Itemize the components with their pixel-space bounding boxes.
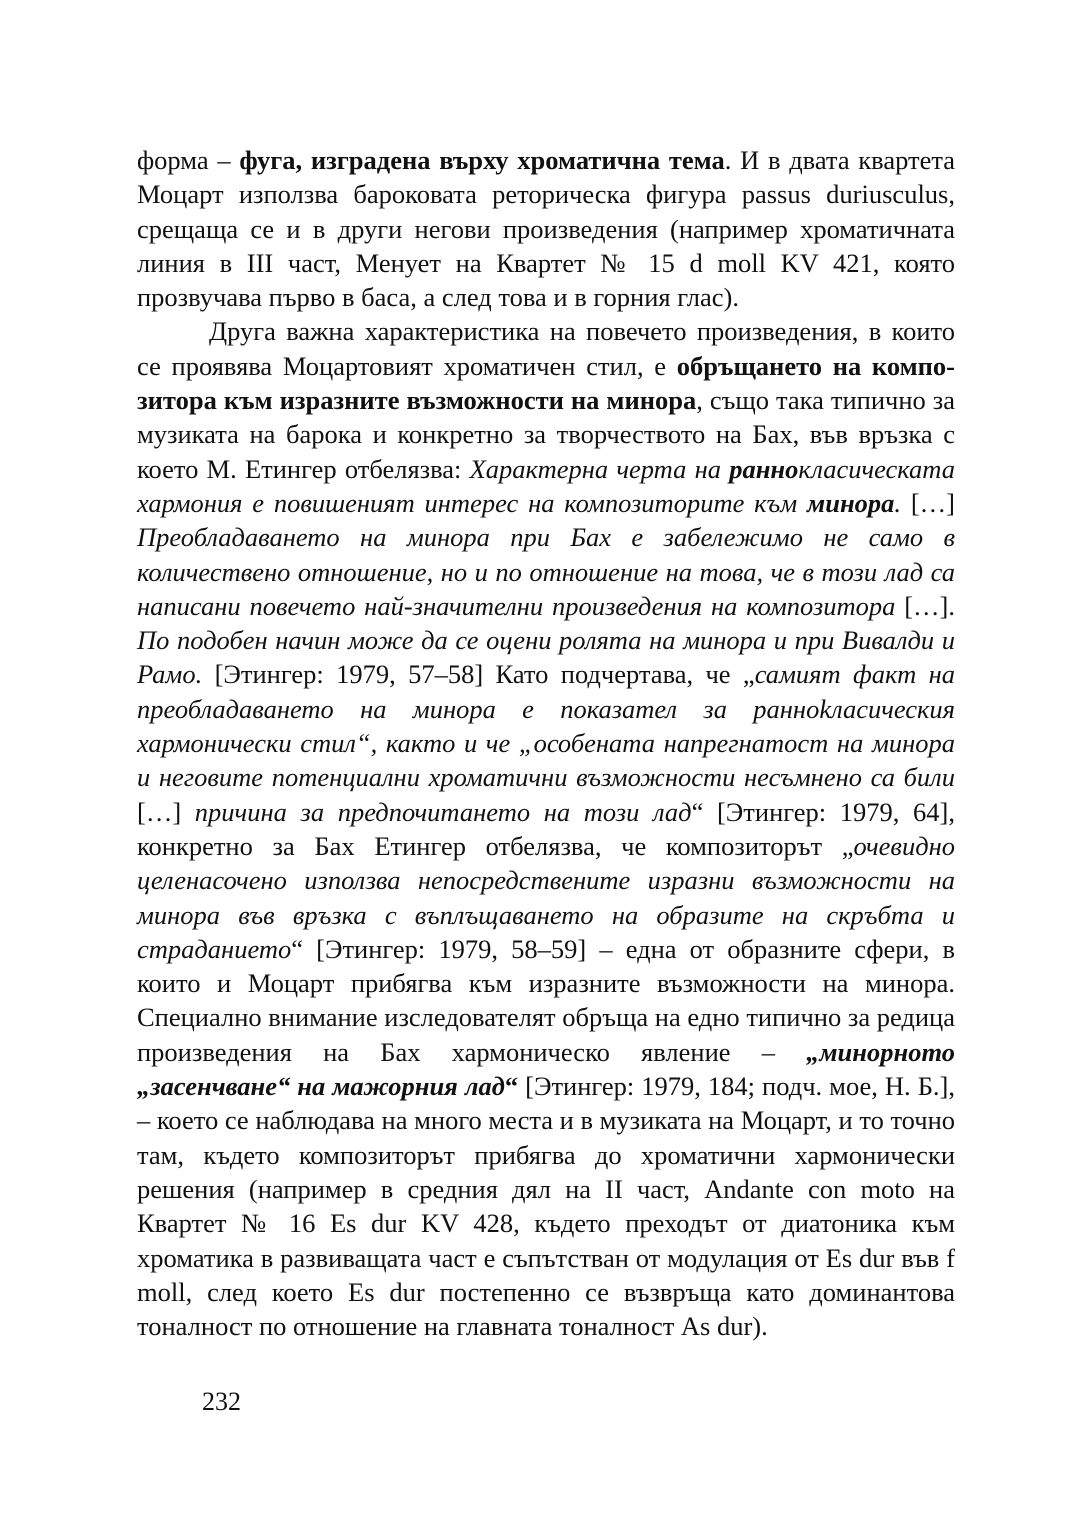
p2-italic-7: причина за предпочитането на този лад [194, 796, 692, 827]
p2-italic-5: По подобен начин може да се оцени ролята на минора и при Вивалди и Рамо. [137, 625, 955, 690]
p2-bold-italic-2: минора [807, 487, 895, 518]
paragraph-2 [137, 314, 955, 1343]
p2-text-4: […]. [895, 590, 955, 621]
p2-bold-italic-3: „минорното „засенчване“ на мажорния лад [137, 1036, 955, 1102]
p2-italic-2: класическата хармония е повишеният интерес на композиторите към [137, 453, 955, 518]
p1-text-2: . И в двата квартета Моцарт използва бароковата реторическа фигура passus duriusculus, срещаща се и в други негови произведения (например хроматичната линия в III част, Менует на Квартет № 15 d moll KV 421, която прозвучава първо в баса, а след това и в горния глас). [137, 145, 956, 313]
p2-italic-4: Преобладаването на минора при Бах е забележимо не само в количествено отношение, но и по отношение на това, че в този лад са написани повечето най-значителни произведения на композитора [137, 522, 955, 621]
p2-bold-2: “ [504, 1071, 519, 1102]
p2-text-9: [Этингер: 1979, 184; подч. мое, Н. Б.], – което се наблюдава на много места и в музиката на Моцарт, и то точно там, където композиторът прибягва до хроматични хармонически решения (например в средния дял на II част, Andante con moto на Квартет № 16 Es dur KV 428, където преходът от диатоника към хроматика в развиващата част е съпътстван от модулация от Es dur във f moll, след което Es dur постепенно се възвръща като доминантова тоналност по отношение на главната тоналност As dur). [137, 1071, 955, 1342]
p2-text-6: […] [137, 796, 195, 827]
p2-bold-1: обръщането на композитора към изразните възможности на минора [137, 350, 955, 416]
p2-italic-6: самият факт на преобладаването на минора е показател за ранноkласическия хармонически стил“, както и че „особената напрегнатост на минора и неговите потенциални хроматични възможности несъмнено са били [137, 659, 955, 793]
p2-text-5: [Этингер: 1979, 57–58] Като подчертава, че „ [202, 659, 755, 690]
page-body [137, 143, 955, 1343]
p2-text-8: “ [Этингер: 1979, 58–59] – една от образните сфери, в които и Моцарт прибягва към изразните възможности на минора. Специално внимание изследователят обръща на едно типично за редица произведения на Бах хармоническо явление – [137, 933, 955, 1067]
p2-bold-italic-1: ранно [729, 453, 799, 484]
p2-text-1: Друга важна характеристика на повечето произведения, в които се проявява Моцартовият хроматичен стил, е [137, 316, 955, 381]
p1-text-1: форма – [137, 145, 240, 175]
page-number: 232 [202, 1387, 241, 1416]
p2-text-3: […] [901, 487, 955, 518]
p2-text-2: , също така типично за музиката на барока и конкретно за творчеството на Бах, във връзка с което М. Етингер отбелязва: [137, 385, 955, 484]
p1-bold-1: фуга, изградена върху хроматична тема [239, 145, 725, 175]
paragraph-1 [137, 143, 955, 314]
p2-italic-8: очевидно целенасочено използва непосредствените изразни възможности на минора във връзка с въплъщаването на образите на скръбта и страданието [137, 830, 955, 964]
p2-text-7: “ [Этингер: 1979, 64], конкретно за Бах Етингер отбелязва, че композиторът „ [137, 796, 955, 861]
p2-italic-3: . [894, 487, 902, 518]
p2-italic-1: Характерна черта на [469, 453, 730, 484]
